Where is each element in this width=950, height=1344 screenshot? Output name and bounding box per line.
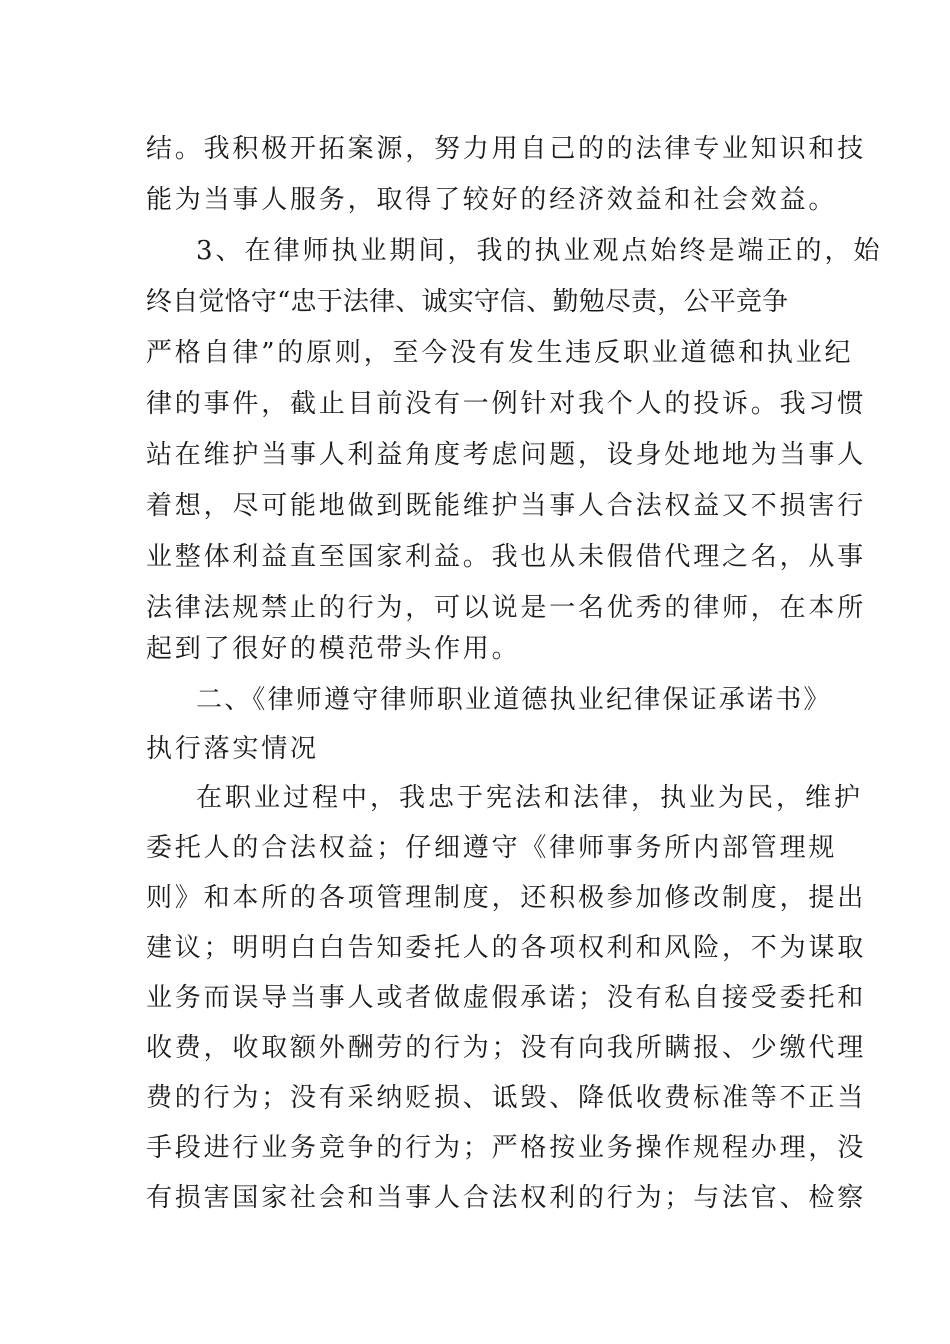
text-line [0,1122,950,1174]
line-text: 法律法规禁止的行为，可以说是一名优秀的律师，在本所 [146,593,867,623]
text-line [0,1022,950,1074]
line-text: 终自觉恪守“忠于法律、诚实守信、勤勉尽责，公平竞争 [146,287,789,317]
line-text: 则》和本所的各项管理制度，还积极参加修改制度，提出 [146,883,867,913]
text-line [0,480,950,532]
line-text: 站在维护当事人利益角度考虑问题，设身处地地为当事人 [146,440,867,470]
text-line [0,822,950,874]
text-line [0,922,950,974]
text-line [0,772,950,824]
line-text: 律的事件，截止目前没有一例针对我个人的投诉。我习惯 [146,389,867,419]
text-line [0,972,950,1024]
line-text: 执行落实情况 [146,734,319,764]
line-text: 能为当事人服务，取得了较好的经济效益和社会效益。 [146,185,838,215]
line-text: 着想，尽可能地做到既能维护当事人合法权益又不损害行 [146,491,867,521]
text-line [0,872,950,924]
line-text: 二、《律师遵守律师职业道德执业纪律保证承诺书》 [196,685,832,715]
text-line [0,623,950,675]
text-line [0,1172,950,1224]
line-text: 费的行为；没有采纳贬损、诋毁、降低收费标准等不正当 [146,1083,867,1113]
line-text: 建议；明明白白告知委托人的各项权利和风险，不为谋取 [146,933,867,963]
line-text: 业整体利益直至国家利益。我也从未假借代理之名，从事 [146,542,867,572]
line-text: 严格自律”的原则，至今没有发生违反职业道德和执业纪 [146,338,854,368]
line-text: 收费，收取额外酬劳的行为；没有向我所瞒报、少缴代理 [146,1033,867,1063]
text-line [0,723,950,775]
text-line [0,378,950,430]
line-text: 委托人的合法权益；仔细遵守《律师事务所内部管理规 [146,833,838,863]
line-text: 有损害国家社会和当事人合法权利的行为；与法官、检察 [146,1183,867,1213]
text-line [0,674,950,726]
line-text: 起到了很好的模范带头作用。 [146,634,521,664]
text-line [0,225,950,277]
text-line [0,123,950,175]
text-line [0,276,950,328]
line-text: 结。我积极开拓案源，努力用自己的的法律专业知识和技 [146,134,867,164]
text-line [0,327,950,379]
text-line [0,429,950,481]
text-line [0,1072,950,1124]
line-text: 业务而误导当事人或者做虚假承诺；没有私自接受委托和 [146,983,867,1013]
text-line [0,531,950,583]
line-text: 3、在律师执业期间，我的执业观点始终是端正的，始 [196,236,883,266]
text-line [0,174,950,226]
line-text: 手段进行业务竞争的行为；严格按业务操作规程办理，没 [146,1133,867,1163]
line-text: 在职业过程中，我忠于宪法和法律，执业为民，维护 [196,783,864,813]
